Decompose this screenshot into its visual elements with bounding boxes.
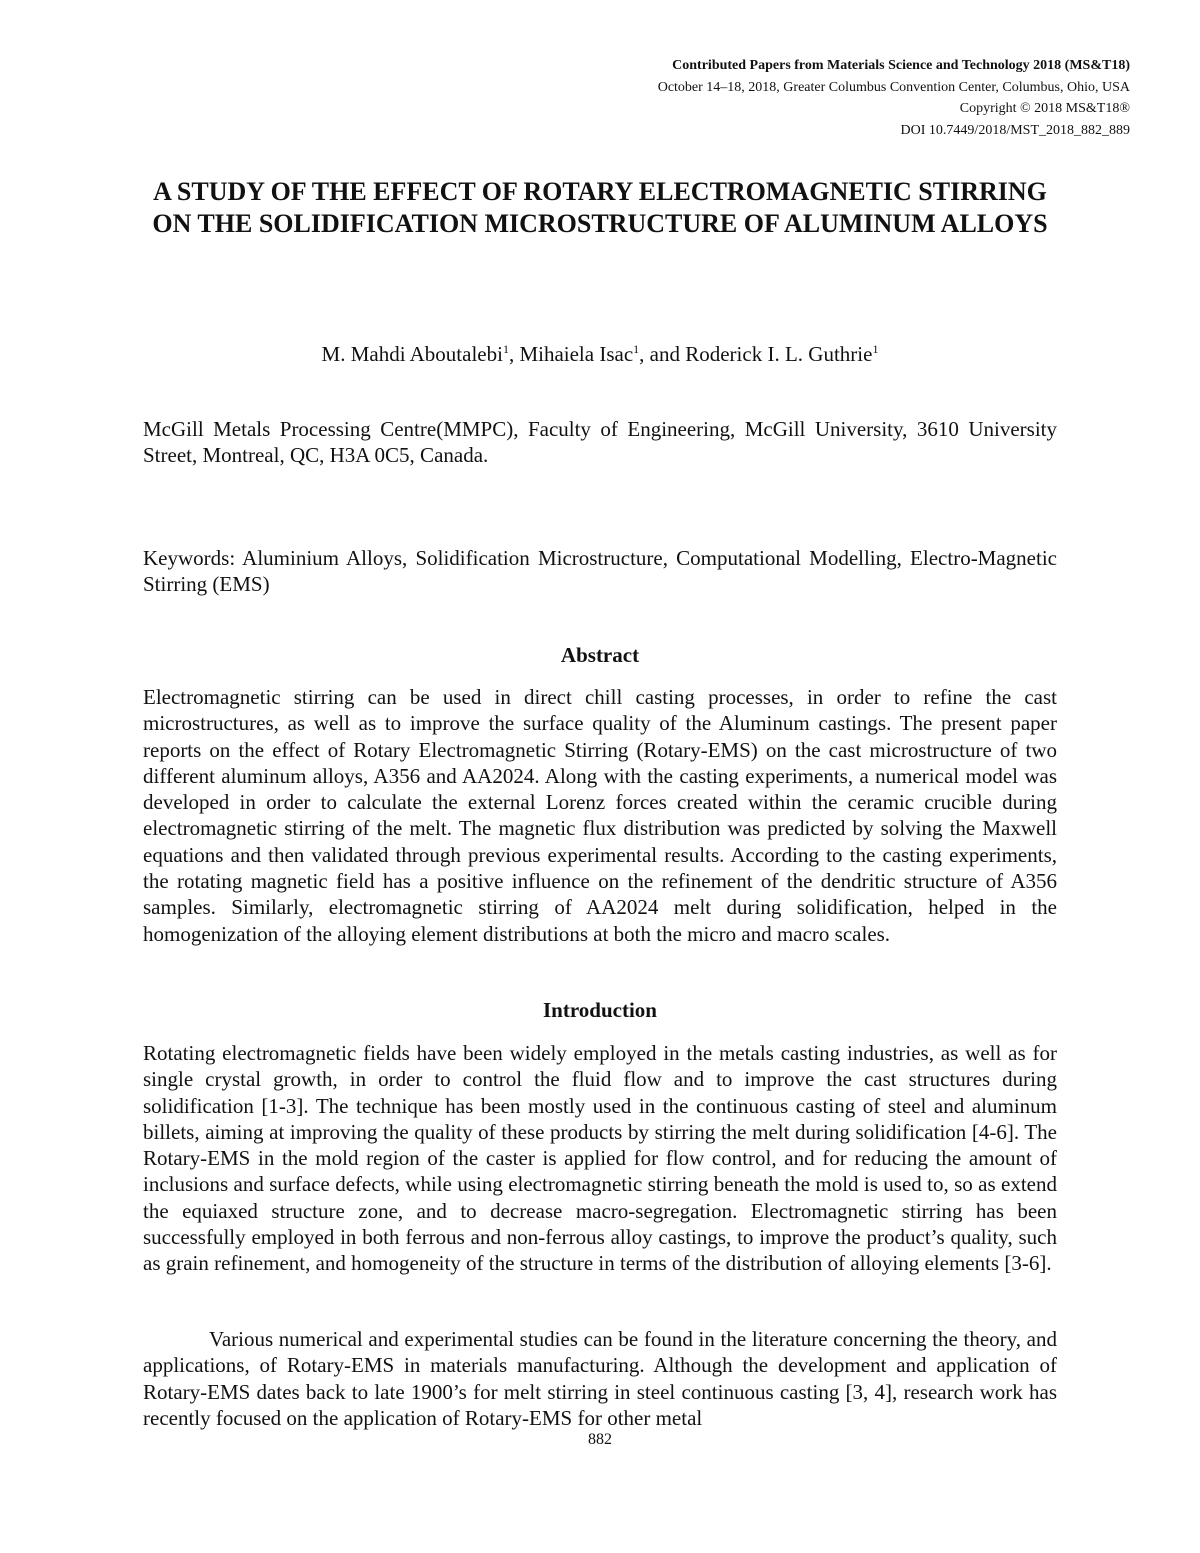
header-copyright: Copyright © 2018 MS&T18® bbox=[959, 101, 1130, 116]
author-name: Roderick I. L. Guthrie bbox=[685, 342, 873, 366]
introduction-heading: Introduction bbox=[543, 998, 657, 1022]
affiliation: McGill Metals Processing Centre(MMPC), Faculty of Engineering, McGill University, 3610 University Street, Montreal, QC, H3A 0C5, Canada. bbox=[143, 417, 1057, 468]
introduction-paragraph-2: Various numerical and experimental studies can be found in the literature concerning the theory, and applications, of Rotary-EMS in materials manufacturing. Although the development and application of Rotary-EMS dates back to late 1900’s for melt stirring in steel continuous casting [3, 4], research work has recently focused on the application of Rotary-EMS for other metal bbox=[143, 1327, 1057, 1430]
abstract-text: Electromagnetic stirring can be used in direct chill casting processes, in order to refine the cast microstructures, as well as to improve the surface quality of the Aluminum castings. The present paper reports on the effect of Rotary Electromagnetic Stirring (Rotary-EMS) on the cast microstructure of two different aluminum alloys, A356 and AA2024. Along with the casting experiments, a numerical model was developed in order to calculate the external Lorenz forces created within the ceramic crucible during electromagnetic stirring of the melt. The magnetic flux distribution was predicted by solving the Maxwell equations and then validated through previous experimental results. According to the casting experiments, the rotating magnetic field has a positive influence on the refinement of the dendritic structure of A356 samples. Similarly, electromagnetic stirring of AA2024 melt during solidification, helped in the homogenization of the alloying element distributions at both the micro and macro scales. bbox=[143, 685, 1057, 946]
affiliation-mark: 1 bbox=[502, 342, 509, 356]
header-doi[interactable]: DOI 10.7449/2018/MST_2018_882_889 bbox=[900, 122, 1130, 138]
affiliation-mark: 1 bbox=[633, 342, 640, 356]
abstract-heading: Abstract bbox=[560, 643, 640, 667]
conference-header bbox=[658, 55, 1130, 141]
page-number: 882 bbox=[588, 1431, 612, 1448]
keywords: Keywords: Aluminium Alloys, Solidification Microstructure, Computational Modelling, Electro-Magnetic Stirring (EMS) bbox=[143, 546, 1057, 597]
affiliation-mark: 1 bbox=[872, 342, 879, 356]
header-conference-title: Contributed Papers from Materials Science and Technology 2018 (MS&T18) bbox=[672, 58, 1130, 73]
author-list bbox=[143, 341, 1057, 367]
introduction-paragraph-1: Rotating electromagnetic fields have been widely employed in the metals casting industries, as well as for single crystal growth, in order to control the fluid flow and to improve the cast structures during solidification [1-3]. The technique has been mostly used in the continuous casting of steel and aluminum billets, aiming at improving the quality of these products by stirring the melt during solidification [4-6]. The Rotary-EMS in the mold region of the caster is applied for flow control, and for reducing the amount of inclusions and surface defects, while using electromagnetic stirring beneath the mold is used to, so as extend the equiaxed structure zone, and to decrease macro-segregation. Electromagnetic stirring has been successfully employed in both ferrous and non-ferrous alloy castings, to improve the product’s quality, such as grain refinement, and homogeneity of the structure in terms of the distribution of alloying elements [3-6]. bbox=[143, 1041, 1057, 1276]
author-separator: , and bbox=[639, 342, 686, 366]
author-name: Mihaiela Isac bbox=[519, 342, 634, 366]
author-name: M. Mahdi Aboutalebi bbox=[321, 342, 503, 366]
paper-title: A STUDY OF THE EFFECT OF ROTARY ELECTROMAGNETIC STIRRING ON THE SOLIDIFICATION MICROSTRUCTURE OF ALUMINUM ALLOYS bbox=[152, 177, 1048, 238]
header-dates-location: October 14–18, 2018, Greater Columbus Convention Center, Columbus, Ohio, USA bbox=[657, 79, 1130, 95]
author-separator: , bbox=[508, 342, 520, 366]
